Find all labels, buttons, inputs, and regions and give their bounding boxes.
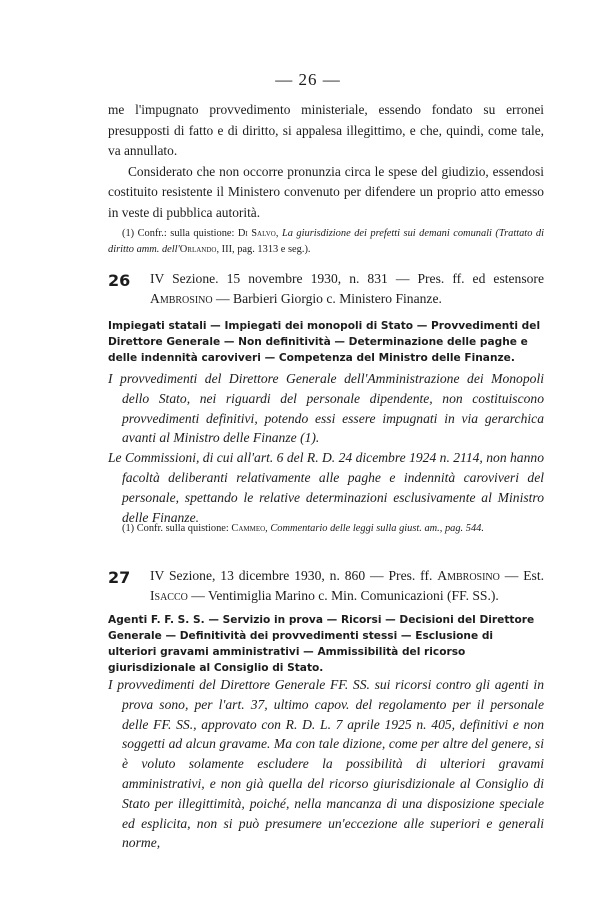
entry-27-parties: — Ventimiglia Marino c. Min. Comunicazioni (FF. SS.). — [187, 588, 499, 603]
entry-26-holding-2: Le Commissioni, di cui all'art. 6 del R. D. 24 dicembre 1924 n. 2114, non hanno facoltà deliberanti relativamente alle paghe e indennità caroviveri del personale, spettando le relative determinazioni esclusivamente al Ministro delle Finanze. — [108, 450, 544, 525]
entry-27-holding-1: I provvedimenti del Direttore Generale FF. SS. sui ricorsi contro gli agenti in prova sono, per l'art. 37, ultimo capov. del regolamento per il personale delle FF. SS., approvato con R. D. L. 7 aprile 1925 n. 405, definitivi e non soggetti ad alcun gravame. Ma con tale dizione, come per altre del genere, si è voluto solamente escludere la possibilità di ulteriori gravami amministrativi, e non già quella del ricorso giurisdizionale al Consiglio di Stato per illegittimità, poiché, nella mancanza di una disposizione speciale ed esplicita, non si può presumere un'eccezione alle superiori e generali norme, — [108, 677, 544, 851]
footnote-prefix: (1) Confr. sulla quistione: — [122, 523, 232, 534]
entry-number-27: 27 — [108, 568, 131, 587]
footnote-author2: Orlando — [179, 243, 217, 255]
footnote-title: La giurisdizione dei prefetti sui demani comunali (Trattato di diritto amm. dell' — [108, 228, 544, 255]
entry-26-presidente: Ambrosino — [150, 291, 213, 306]
page-number: — 26 — — [275, 70, 341, 89]
entry-26-heading — [150, 269, 544, 309]
footnote-suffix: , III, pag. 1313 e seg.). — [216, 243, 311, 255]
entry-27-estensore: Isacco — [150, 588, 188, 603]
entry-26-holdings — [108, 369, 544, 527]
entry-26-heading-part: IV Sezione. 15 novembre 1930, n. 831 — Pres. ff. ed estensore — [150, 271, 544, 286]
paragraph-continuation: me l'impugnato provvedimento ministeriale, essendo fondato su erronei presupposti di fatto e di diritto, si appalesa illegittimo, e che, quindi, come tale, va annullato. — [108, 102, 544, 158]
entry-27-heading-est: — Est. — [499, 568, 544, 583]
footnote-author: Di Salvo — [237, 228, 276, 239]
entry-27-holdings — [108, 675, 544, 853]
entry-26-footnote — [108, 521, 544, 537]
footnote-text: , Commentario delle leggi sulla giust. am., pag. 544. — [265, 523, 484, 534]
entry-27-maxim: Agenti F. F. S. S. — Servizio in prova — Ricorsi — Decisioni del Direttore Generale — Definitività dei provvedimenti stessi — Esclusione di ulteriori gravami amministrativi — Ammissibilità del ricorso giurisdizionale al Consiglio di Stato. — [108, 614, 535, 674]
footnote-prefix: (1) Confr.: sulla quistione: — [122, 228, 238, 239]
entry-number-26: 26 — [108, 271, 131, 290]
entry-27-heading-part: IV Sezione, 13 dicembre 1930, n. 860 — Pres. ff. — [150, 568, 438, 583]
footnote-author: Cammeo — [231, 523, 266, 534]
entry-26-maxim: Impiegati statali — Impiegati dei monopoli di Stato — Provvedimenti del Direttore Generale — Non definitività — Determinazione delle paghe e delle indennità caroviveri — Competenza del Ministro delle Finanze. — [108, 320, 541, 364]
entry-27-heading — [150, 566, 544, 606]
entry-27-presidente: Ambrosino — [437, 568, 500, 583]
continuation-text — [108, 100, 544, 223]
footnote-1: (1) Confr.: sulla quistione: Di Salvo, La giurisdizione dei prefetti sui demani comunali (Trattato di diritto amm. dell'Orlando, III, pag. 1313 e seg.). — [108, 228, 544, 255]
entry-26-holding-1: I provvedimenti del Direttore Generale dell'Amministrazione dei Monopoli dello Stato, nei riguardi del personale dipendente, non costituiscono provvedimenti definitivi, potendo essi essere impugnati in via gerarchica avanti al Ministro delle Finanze (1). — [108, 371, 544, 446]
paragraph-spese: Considerato che non occorre pronunzia circa le spese del giudizio, essendosi costituito resistente il Ministero convenuto per difendere un proprio atto emesso in veste di pubblica autorità. — [108, 163, 544, 220]
entry-26-parties: — Barbieri Giorgio c. Ministero Finanze. — [212, 291, 442, 306]
